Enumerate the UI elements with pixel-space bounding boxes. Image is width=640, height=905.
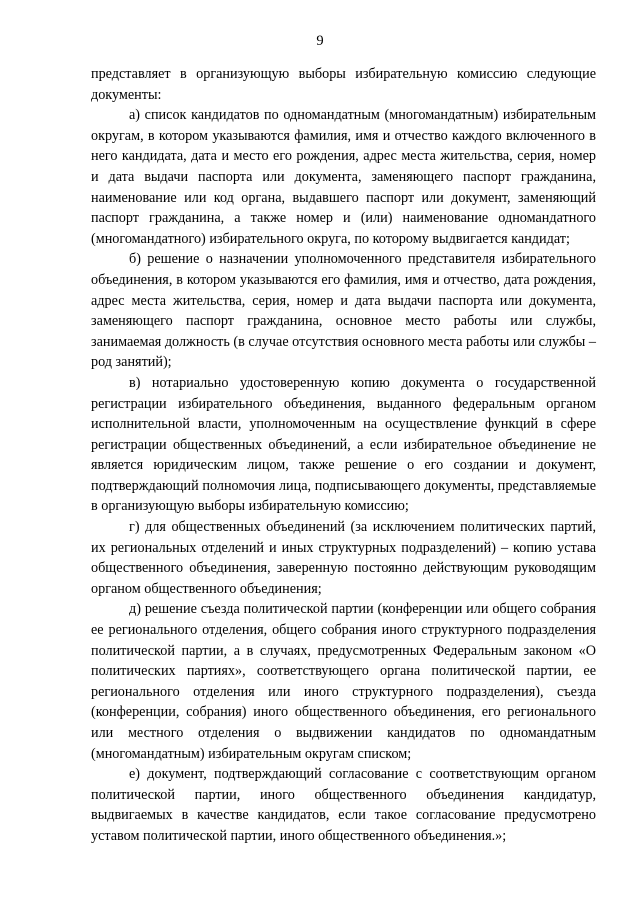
paragraph-item-d: д) решение съезда политической партии (конференции или общего собрания ее регионального отделения, общего собрания иного структурного подразделения политической партии, а в случаях, предусмотренных Федеральным законом «О политических партиях», соответствующего органа политической партии, ее регионального отделения или иного структурного подразделения), съезда (конференции, собрания) иного общественного объединения, его регионального или местного отделения о выдвижении кандидатов по одномандатным (многомандатным) избирательным округам списком; (91, 601, 596, 762)
paragraph-item-g: г) для общественных объединений (за исключением политических партий, их региональных отделений и иных структурных подразделений) – копию устава общественного объединения, заверенную постоянно действующим руководящим органом общественного объединения; (91, 519, 596, 597)
paragraph-intro: представляет в организующую выборы избирательную комиссию следующие документы: (91, 66, 596, 103)
document-body (91, 64, 596, 847)
paragraph-item-a: а) список кандидатов по одномандатным (многомандатным) избирательным округам, в котором указываются фамилия, имя и отчество каждого включенного в него кандидата, дата и место его рождения, адрес места жительства, серия, номер и дата выдачи паспорта или документа, заменяющего паспорт гражданина, наименование или код органа, выдавшего паспорт или документ, заменяющий паспорт гражданина, а также номер и (или) наименование одномандатного (многомандатного) избирательного округа, по которому выдвигается кандидат; (91, 107, 596, 247)
paragraph-item-e: е) документ, подтверждающий согласование с соответствующим органом политической партии, иного общественного объединения кандидатур, выдвигаемых в качестве кандидатов, если такое согласование предусмотрено уставом политической партии, иного общественного объединения.»; (91, 766, 596, 844)
paragraph-item-b: б) решение о назначении уполномоченного представителя избирательного объединения, в котором указываются его фамилия, имя и отчество, дата рождения, адрес места жительства, серия, номер и дата выдачи паспорта или документа, заменяющего паспорт гражданина, основное место работы или службы, занимаемая должность (в случае отсутствия основного места работы или службы – род занятий); (91, 251, 596, 371)
paragraph-item-v: в) нотариально удостоверенную копию документа о государственной регистрации избирательного объединения, выданного федеральным органом исполнительной власти, уполномоченным на осуществление функций в сфере регистрации общественных объединений, а если избирательное объединение не является юридическим лицом, также решение о его создании и документ, подтверждающий полномочия лица, подписывающего документы, представляемые в организующую выборы избирательную комиссию; (91, 374, 596, 515)
page-number: 9 (316, 33, 324, 49)
